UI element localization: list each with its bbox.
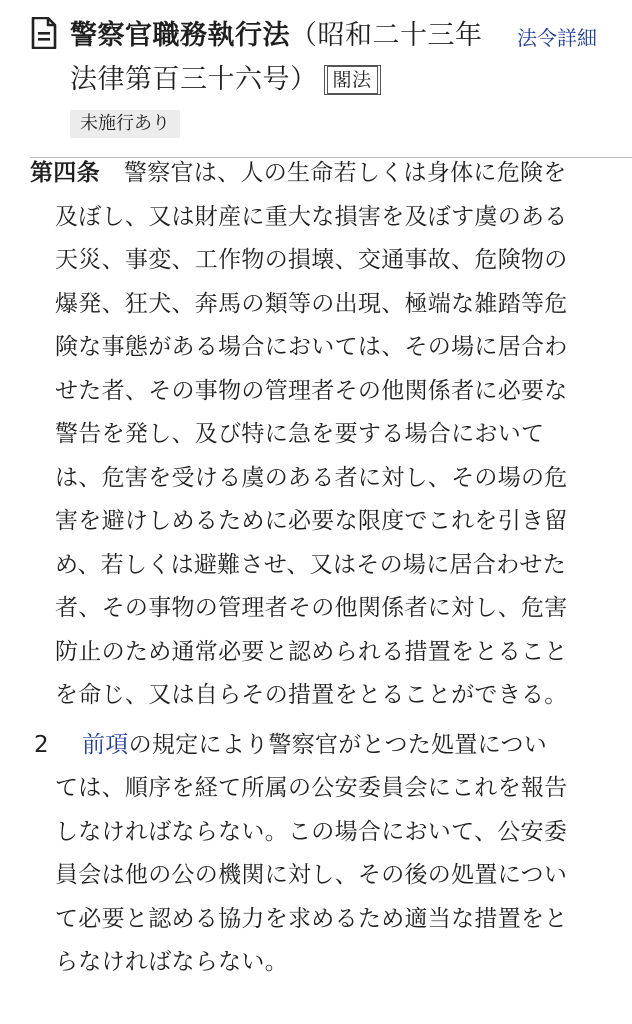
article-title: 第四条 — [30, 160, 100, 186]
previous-paragraph-link[interactable]: 前項 — [82, 731, 129, 758]
document-icon — [31, 17, 57, 49]
paragraph-2-text: の規定により警察官がとつた処置については、順序を経て所属の公安委員会にこれを報告しなければならない。この場合において、公安委員会は他の公の機関に対し、その後の処置について必要と認める協力を求めるため適当な措置をとらなければならない。 — [55, 731, 568, 975]
article-paragraph-2 — [30, 724, 570, 985]
paragraph-number: 2 — [34, 731, 49, 758]
cabinet-bill-tag — [324, 65, 381, 95]
article-4 — [30, 152, 570, 985]
article-paragraph-1 — [30, 152, 570, 718]
law-header — [0, 0, 632, 158]
not-yet-in-force-badge: 未施行あり — [70, 110, 180, 138]
law-name: 警察官職務執行法 — [70, 20, 290, 51]
law-number: （昭和二十三年法律第百三十六号） — [70, 20, 483, 95]
paragraph-1-text: 警察官は、人の生命若しくは身体に危険を及ぼし、又は財産に重大な損害を及ぼす虞のある天災、事変、工作物の損壊、交通事故、危険物の爆発、狂犬、奔馬の類等の出現、極端な雑踏等危険な事態がある場合においては、その場に居合わせた者、その事物の管理者その他関係者に必要な警告を発し、及び特に急を要する場合においては、危害を受ける虞のある者に対し、その場の危害を避けしめるために必要な限度でこれを引き留め、若しくは避難させ、又はその場に居合わせた者、その事物の管理者その他関係者に対し、危害防止のため通常必要と認められる措置をとることを命じ、又は自らその措置をとることができる。 — [55, 160, 568, 708]
law-details-link[interactable]: 法令詳細 — [517, 26, 597, 50]
page-title — [70, 14, 490, 102]
cabinet-bill-tag-label: 閣法 — [327, 66, 378, 94]
